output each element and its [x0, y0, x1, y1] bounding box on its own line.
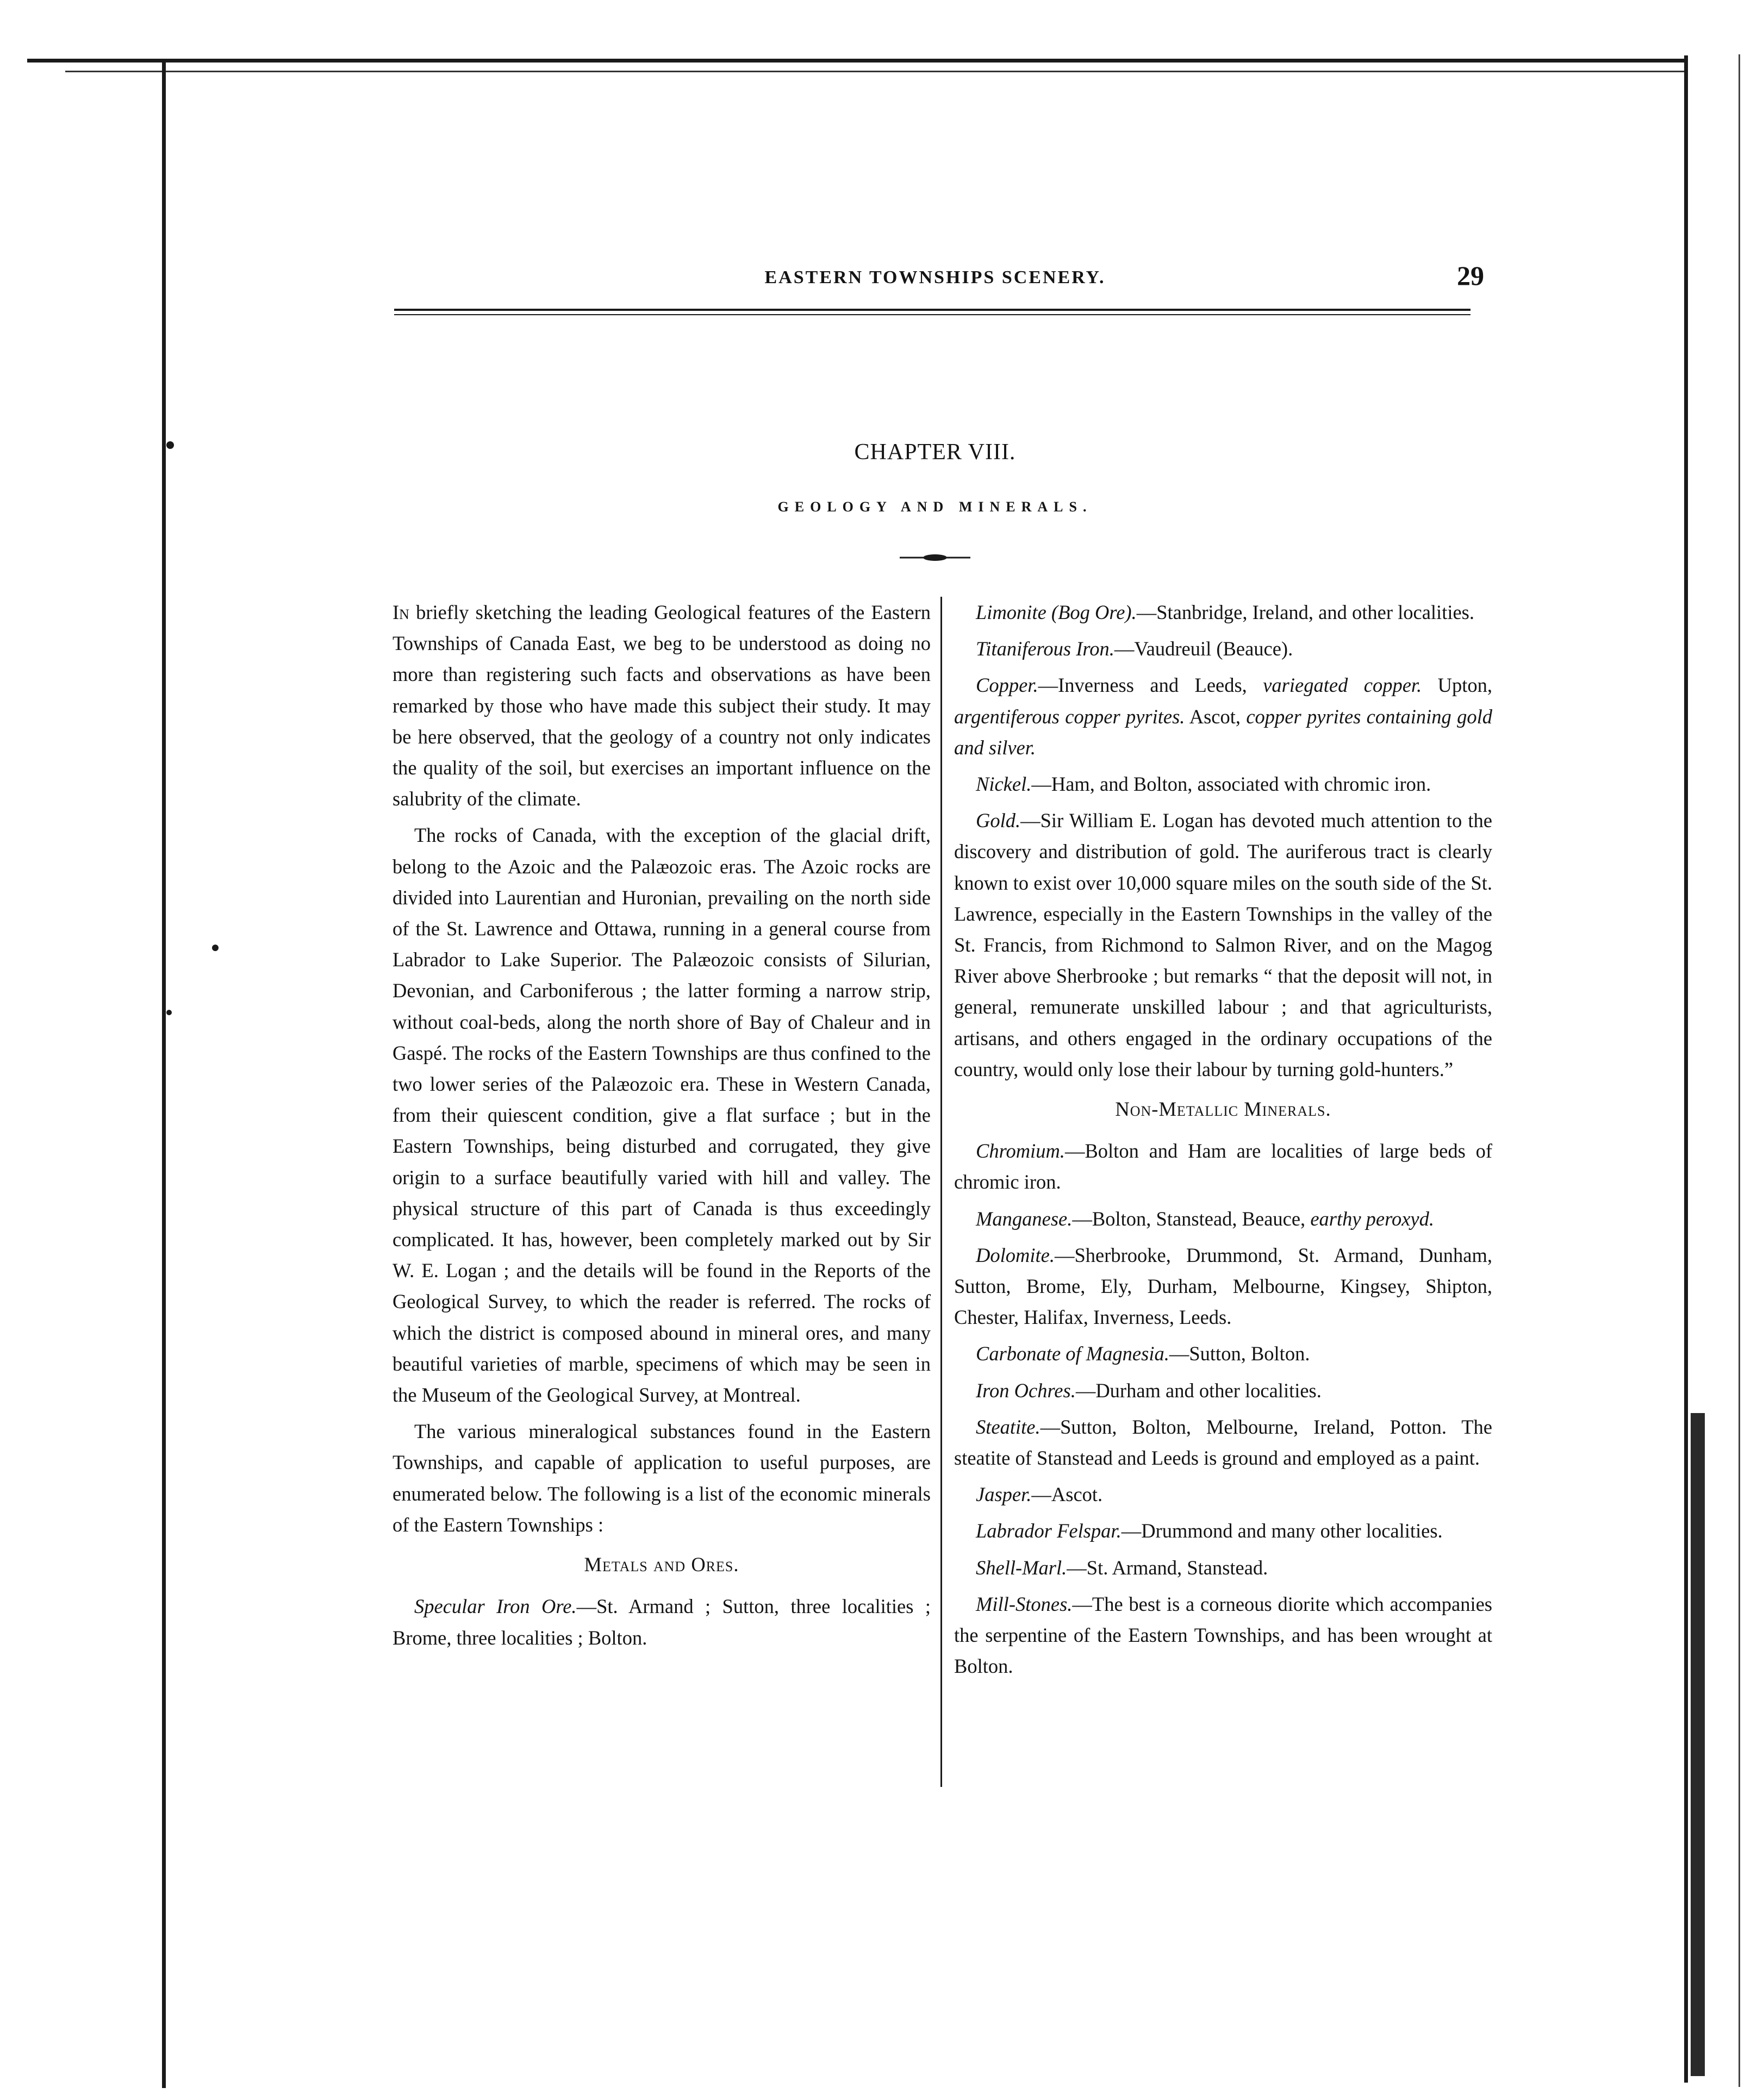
rocks-paragraph: The rocks of Canada, with the exception of the glacial drift, belong to the Azoic and the Palæozoic eras. The Azoic rocks are divided into Laurentian and Huronian, prevailing on the north side of the St. Lawrence and Ottawa, running in a general course from Labrador to Lake Superior. The Palæozoic consists of Silurian, Devonian, and Carboniferous ; the latter forming a narrow strip, without coal-beds, along the north shore of Bay of Chaleur and in Gaspé. The rocks of the Eastern Townships are thus confined to the two lower series of the Palæozoic era. These in Western Canada, from their quiescent condition, give a flat surface ; but in the Eastern Townships, being disturbed and corrugated, they give origin to a surface beautifully varied with hill and valley. The physical structure of this part of Canada is thus exceedingly complicated. It has, however, been completely marked out by Sir W. E. Logan ; and the details will be found in the Reports of the Geological Survey, to which the reader is referred. The rocks of which the district is composed abound in mineral ores, and many beautiful varieties of marble, specimens of which may be seen in the Museum of the Geological Survey, at Montreal. — [392, 824, 931, 1407]
entry-text: —Bolton and Ham are localities of large beds of chromic iron. — [954, 1140, 1492, 1193]
entry-term: Nickel. — [976, 773, 1032, 796]
entry-text: —Ascot. — [1031, 1483, 1103, 1506]
scan-speck — [166, 441, 174, 449]
entry-chromium — [954, 1135, 1492, 1197]
entry-term: Mill-Stones. — [976, 1592, 1073, 1615]
entry-iron-ochres — [954, 1375, 1492, 1406]
entry-text: —Stanbridge, Ireland, and other localities. — [1136, 601, 1475, 623]
entry-shell-marl — [954, 1552, 1492, 1583]
entry-text: —Inverness and Leeds, — [1038, 674, 1263, 697]
scan-right-shadow — [1691, 1413, 1705, 2076]
entry-text: Ascot, — [1185, 705, 1247, 728]
entry-dolomite — [954, 1240, 1492, 1333]
entry-limonite — [954, 597, 1492, 628]
right-column — [954, 597, 1492, 1688]
entry-labrador-felspar — [954, 1515, 1492, 1546]
entry-text: —Drummond and many other localities. — [1121, 1520, 1443, 1542]
header-rule-thin — [394, 314, 1471, 315]
entry-term: Limonite — [976, 601, 1046, 623]
entry-text: —Sutton, Bolton. — [1169, 1342, 1310, 1365]
entry-term: Shell-Marl. — [976, 1556, 1067, 1579]
page-number: 29 — [1457, 260, 1484, 291]
entry-text: —Sir William E. Logan has devoted much attention to the discovery and distribution of gold. The auriferous tract is clearly known to exist over 10,000 square miles on the south side of the St. Lawrence, especially in the Eastern Townships in the valley of the St. Francis, from Richmond to Salmon River, and on the Magog River above Sherbrooke ; but remarks “ that the deposit will not, in general, remunerate unskilled labour ; and that agriculturists, artisans, and others engaged in the ordinary occupations of the country, would only lose their labour by turning gold-hunters.” — [954, 809, 1492, 1080]
entry-text: —Bolton, Stanstead, Beauce, — [1072, 1207, 1311, 1230]
substances-paragraph: The various mineralogical substances found in the Eastern Townships, and capable of application to useful purposes, are enumerated below. The following is a list of the economic minerals of the Eastern Townships : — [392, 1420, 931, 1536]
entry-term: Titaniferous Iron. — [976, 638, 1114, 660]
entry-titaniferous — [954, 633, 1492, 664]
entry-term: Iron Ochres. — [976, 1379, 1076, 1402]
entry-term: Specular Iron Ore. — [414, 1595, 577, 1618]
entry-gold — [954, 805, 1492, 1085]
entry-text: —Ham, and Bolton, associated with chromic iron. — [1031, 773, 1431, 796]
scan-left-page-edge — [162, 61, 166, 2088]
entry-copper — [954, 670, 1492, 763]
entry-term: Manganese. — [976, 1207, 1073, 1230]
entry-text: —Durham and other localities. — [1075, 1379, 1322, 1402]
entry-italic: argentiferous copper pyrites. — [954, 705, 1185, 728]
scan-speck — [212, 945, 219, 951]
entry-term: Jasper. — [976, 1483, 1032, 1506]
intro-initial: In — [392, 601, 409, 623]
column-divider — [940, 597, 942, 1787]
entry-term: Gold. — [976, 809, 1021, 832]
entry-text: Upton, — [1422, 674, 1492, 697]
entry-text: —Vaudreuil (Beauce). — [1114, 638, 1293, 660]
header-rule — [394, 309, 1471, 311]
chapter-subtitle: GEOLOGY AND MINERALS. — [777, 499, 1093, 515]
scan-right-outer-edge — [1739, 54, 1740, 2087]
entry-term: Steatite. — [976, 1415, 1041, 1438]
scan-right-page-edge — [1684, 55, 1688, 2083]
entry-specular-iron — [392, 1591, 931, 1653]
metals-heading: Metals and Ores. — [584, 1553, 739, 1576]
entry-term: Dolomite. — [976, 1243, 1055, 1266]
running-title: EASTERN TOWNSHIPS SCENERY. — [764, 267, 1106, 288]
entry-text: —Sherbrooke, Drummond, St. Armand, Dunham, Sutton, Brome, Ely, Durham, Melbourne, Kingsey, Shipton, Chester, Halifax, Inverness, Leeds. — [954, 1243, 1492, 1329]
entry-steatite — [954, 1411, 1492, 1473]
entry-term: Labrador Felspar. — [976, 1520, 1122, 1542]
entry-italic: earthy peroxyd. — [1310, 1207, 1435, 1230]
entry-text: —St. Armand ; Sutton, three localities ; Brome, three localities ; Bolton. — [392, 1595, 931, 1649]
intro-text: briefly sketching the leading Geological features of the Eastern Townships of Canada East, we beg to be understood as doing no more than registering such facts and observations as have been remarked by those who have made this subject their study. It may be here observed, that the geology of a country not only indicates the quality of the soil, but exercises an important influence on the salubrity of the climate. — [392, 601, 931, 810]
scan-speck — [166, 1010, 172, 1015]
scan-top-edge-thin — [65, 71, 1685, 72]
entry-term: Copper. — [976, 674, 1038, 697]
scan-top-edge — [27, 59, 1685, 62]
entry-mill-stones — [954, 1589, 1492, 1682]
left-column — [392, 597, 931, 1659]
intro-paragraph — [392, 597, 931, 814]
entry-text: —The best is a corneous diorite which accompanies the serpentine of the Eastern Townships, and has been wrought at Bolton. — [954, 1592, 1492, 1678]
entry-paren: (Bog Ore). — [1051, 601, 1137, 623]
entry-text: —St. Armand, Stanstead. — [1067, 1556, 1268, 1579]
entry-carbonate-magnesia — [954, 1338, 1492, 1369]
entry-italic: copper pyrites containing gold and silver. — [954, 705, 1492, 759]
entry-jasper — [954, 1479, 1492, 1510]
nonmetallic-heading: Non-Metallic Minerals. — [1115, 1098, 1331, 1121]
chapter-title: CHAPTER VIII. — [854, 440, 1016, 465]
chapter-ornament-icon — [900, 553, 970, 562]
entry-italic: variegated copper. — [1263, 674, 1422, 697]
entry-term: Chromium. — [976, 1140, 1065, 1162]
entry-text: —Sutton, Bolton, Melbourne, Ireland, Potton. The steatite of Stanstead and Leeds is ground and employed as a paint. — [954, 1415, 1492, 1470]
entry-manganese — [954, 1203, 1492, 1234]
entry-term: Carbonate of Magnesia. — [976, 1342, 1169, 1365]
entry-nickel — [954, 768, 1492, 799]
